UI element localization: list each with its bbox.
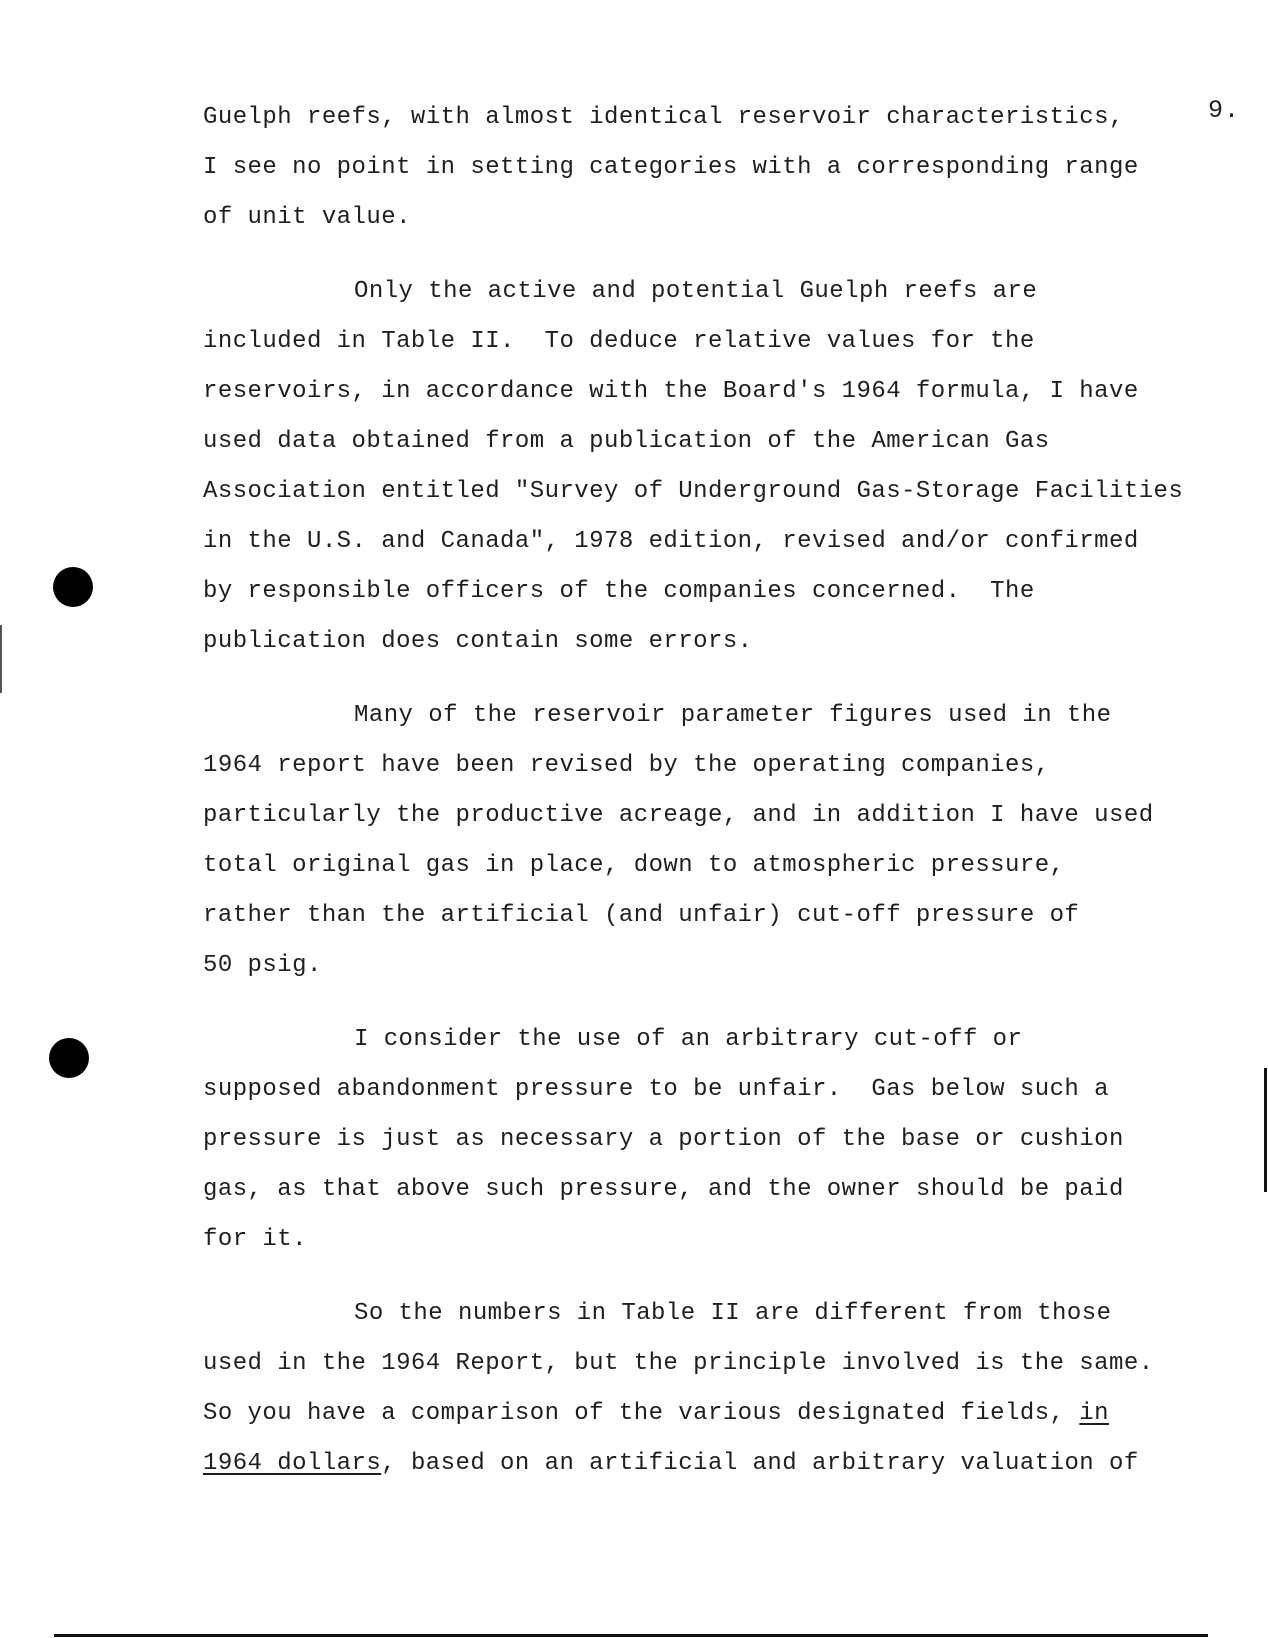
text-line: rather than the artificial (and unfair) cut-off pressure of (203, 902, 1080, 929)
text-line: pressure is just as necessary a portion of the base or cushion (203, 1126, 1124, 1153)
text-line: by responsible officers of the companies concerned. The (203, 578, 1035, 605)
text-line: So the numbers in Table II are different from those (354, 1300, 1112, 1327)
text-line: Only the active and potential Guelph reefs are (354, 278, 1038, 305)
punch-hole (49, 1038, 89, 1078)
text-line (203, 1449, 1139, 1479)
text-line: used in the 1964 Report, but the principle involved is the same. (203, 1350, 1154, 1377)
text-line: I see no point in setting categories with a corresponding range (203, 154, 1139, 181)
text-line: reservoirs, in accordance with the Board's 1964 formula, I have (203, 378, 1139, 405)
text-line: of unit value. (203, 204, 411, 231)
punch-hole (53, 567, 93, 607)
text-segment: So you have a comparison of the various designated fields, (203, 1400, 1080, 1427)
text-line: I consider the use of an arbitrary cut-off or (354, 1026, 1023, 1053)
text-line: Guelph reefs, with almost identical reservoir characteristics, (203, 104, 1124, 131)
text-line: particularly the productive acreage, and in addition I have used (203, 802, 1154, 829)
text-line: 1964 report have been revised by the operating companies, (203, 752, 1050, 779)
text-line: used data obtained from a publication of the American Gas (203, 428, 1050, 455)
page-number: 9. (1208, 96, 1241, 125)
scan-edge-mark (0, 625, 2, 693)
text-line: in the U.S. and Canada", 1978 edition, revised and/or confirmed (203, 528, 1139, 555)
text-line: Many of the reservoir parameter figures used in the (354, 702, 1112, 729)
text-segment: , based on an artificial and arbitrary valuation of (381, 1450, 1139, 1477)
text-line: publication does contain some errors. (203, 628, 753, 655)
scan-edge-mark (1264, 1068, 1267, 1192)
bottom-rule (54, 1634, 1208, 1637)
underlined-text: in (1079, 1400, 1110, 1427)
text-line: total original gas in place, down to atmospheric pressure, (203, 852, 1065, 879)
text-line: Association entitled "Survey of Underground Gas-Storage Facilities (203, 478, 1184, 505)
text-line: for it. (203, 1226, 307, 1253)
text-line: gas, as that above such pressure, and the owner should be paid (203, 1176, 1124, 1203)
text-line (203, 1399, 1109, 1429)
text-line: supposed abandonment pressure to be unfair. Gas below such a (203, 1076, 1109, 1103)
text-line: included in Table II. To deduce relative values for the (203, 328, 1035, 355)
underlined-text: 1964 dollars (203, 1450, 382, 1477)
text-line: 50 psig. (203, 952, 322, 979)
